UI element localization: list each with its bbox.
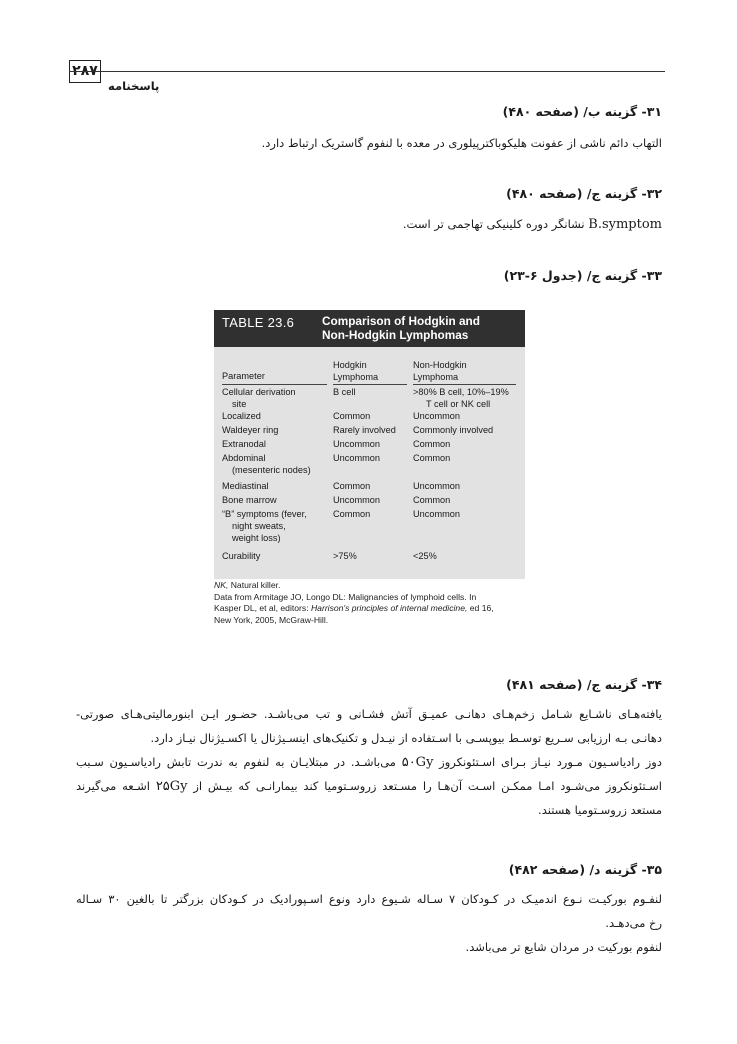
source-line [214,603,544,615]
question-35-answer [76,887,662,959]
footnote-abbr: NK, [214,580,229,590]
answer-line: دهانـی بـه ارزیابی سـریع توسـط بیوپسـی با اسـتفاده از نیـدل و تکنیک‌های اینسـیژنال یا اکسـیژنال نیـاز دارد. [150,731,662,745]
running-header-title: پاسخنامه [108,79,160,93]
table-row [214,453,525,481]
footnote-text: Natural killer. [228,580,281,590]
table-column-headers [214,347,525,387]
cell-non-hodgkin [413,425,523,437]
cell-hodgkin [333,551,413,563]
cell-line: Common [333,481,371,491]
source-line: New York, 2005, McGraw-Hill. [214,614,329,625]
question-31-heading: ۳۱- گزینه ب/ (صفحه ۴۸۰) [502,104,662,119]
table-row [214,439,525,453]
cell-line: >75% [333,551,357,561]
table-footnotes [214,580,544,626]
cell-line: Common [413,439,451,449]
page-number: ۲۸۷ [69,60,101,83]
cell-line: Uncommon [413,509,460,519]
answer-line [76,774,662,798]
source-text: ed 16, [467,603,494,614]
dose-value: ۵۰Gy [401,755,434,770]
cell-line: Common [413,453,451,463]
cell-non-hodgkin [413,495,523,507]
cell-hodgkin [333,411,413,423]
cell-non-hodgkin [413,411,523,423]
column-rule [333,384,407,385]
column-header-line: Non-Hodgkin [413,360,467,370]
cell-line: Localized [222,411,261,421]
cell-parameter [222,411,332,423]
answer-text: اشـعه می‌گیرند [76,779,156,793]
question-34-answer [76,702,662,822]
cell-hodgkin [333,453,413,465]
answer-line: رخ می‌دهـد. [605,916,662,930]
cell-line: Curability [222,551,261,561]
table-row [214,495,525,509]
question-33-heading: ۳۳- گزینه ج/ (جدول ۶-۲۳) [503,268,662,283]
column-header-parameter: Parameter [222,371,265,381]
cell-line: Uncommon [333,495,380,505]
cell-parameter [222,453,332,477]
cell-line: Rarely involved [333,425,396,435]
cell-line: >80% B cell, 10%–19% [413,387,509,397]
source-book-title: Harrison's principles of internal medicine, [310,603,468,614]
table-body [214,387,525,565]
table-number: TABLE 23.6 [222,315,295,330]
table-row [214,425,525,439]
answer-line: مستعد زروسـتومیا هستند. [538,803,662,817]
cell-non-hodgkin [413,551,523,563]
cell-non-hodgkin [413,509,523,521]
cell-line: site [232,398,247,409]
table-row [214,509,525,551]
answer-text: نشانگر دوره کلینیکی تهاجمی تر است. [402,217,589,231]
answer-line [76,212,662,236]
table-row [214,481,525,495]
cell-line: Common [333,411,371,421]
question-35-heading: ۳۵- گزینه د/ (صفحه ۴۸۲) [508,862,662,877]
cell-hodgkin [333,387,413,399]
cell-line: Uncommon [333,439,380,449]
cell-line: <25% [413,551,437,561]
answer-line: لنفـوم بورکیـت نـوع اندمیـک در کـودکان ۷ سـاله شـیوع دارد ونوع اسـپورادیک در کـودکان بزرگتر تا بالغین ۳۰ سـاله [76,892,662,906]
cell-line: (mesenteric nodes) [232,464,311,475]
cell-non-hodgkin [413,387,523,411]
cell-hodgkin [333,481,413,493]
column-rule [222,384,327,385]
cell-hodgkin [333,425,413,437]
cell-line: Mediastinal [222,481,269,491]
column-header-line: Hodgkin [333,360,367,370]
cell-parameter [222,551,332,563]
cell-hodgkin [333,509,413,521]
cell-hodgkin [333,495,413,507]
cell-line: Cellular derivation [222,387,296,397]
question-32-heading: ۳۲- گزینه ج/ (صفحه ۴۸۰) [506,186,662,201]
cell-non-hodgkin [413,453,523,465]
cell-parameter [222,439,332,451]
cell-line: Bone marrow [222,495,277,505]
table-title-bar [214,310,525,347]
question-32-answer [76,212,662,236]
question-31-answer [76,131,662,155]
cell-line: Commonly involved [413,425,494,435]
dose-value: ۲۵Gy [155,779,188,794]
table-row [214,387,525,411]
answer-line [76,750,662,774]
cell-non-hodgkin [413,481,523,493]
cell-line: Uncommon [333,453,380,463]
answer-text: دوز رادیاسـیون مـورد نیـاز بـرای اسـتئونکروز [433,755,662,769]
column-rule [413,384,516,385]
table-row [214,551,525,565]
cell-line: Uncommon [413,411,460,421]
table-row [214,411,525,425]
cell-line: Extranodal [222,439,266,449]
column-header-hodgkin [333,360,378,383]
cell-line: weight loss) [232,532,281,543]
answer-text: می‌باشـد. در مبتلایـان به لنفوم به ندرت تابش رادیاسـیون سـبب [76,755,402,769]
cell-hodgkin [333,439,413,451]
table-title-line: Comparison of Hodgkin and [322,314,480,328]
header-rule [69,71,665,72]
source-line: Data from Armitage JO, Longo DL: Malignancies of lymphoid cells. In [214,591,477,602]
cell-non-hodgkin [413,439,523,451]
cell-parameter [222,425,332,437]
answer-line: لنفوم بورکیت در مردان شایع تر می‌باشد. [465,940,662,954]
cell-parameter [222,387,332,411]
cell-line: Common [413,495,451,505]
b-symptom-term: B.symptom [588,217,662,232]
cell-parameter [222,509,332,544]
footnote-abbreviation [214,580,544,592]
table-title-line: Non-Hodgkin Lymphomas [322,327,469,342]
cell-line: T cell or NK cell [426,398,491,409]
column-header-non-hodgkin [413,360,467,383]
table-title [322,315,480,342]
cell-line: Abdominal [222,453,266,463]
answer-text: اسـتئونکروز می‌شـود امـا ممکـن اسـت آن‌هـا را مسـتعد زروسـتومیا کند بیمارانـی که بیـش از [187,779,663,793]
cell-line: Waldeyer ring [222,425,279,435]
source-text: Kasper DL, et al, editors: [214,603,311,614]
cell-line: B cell [333,387,356,397]
column-header-line: Lymphoma [333,371,379,382]
table-figure [214,310,525,579]
cell-line: Common [333,509,371,519]
cell-parameter [222,481,332,493]
question-34-heading: ۳۴- گزینه ج/ (صفحه ۴۸۱) [506,677,662,692]
answer-line: یافته‌هـای ناشـایع شـامل زخم‌هـای دهانـی عمیـق آتش فشـانی و تب می‌باشـد. حضـور ایـن ابنورمالیتی‌هـای صورتی- [76,707,662,721]
cell-parameter [222,495,332,507]
cell-line: Uncommon [413,481,460,491]
cell-line: “B” symptoms (fever, [222,509,307,519]
cell-line: night sweats, [232,520,286,531]
column-header-line: Lymphoma [413,371,459,382]
answer-line: التهاب دائم ناشی از عفونت هلیکوباکترپیلوری در معده با لنفوم گاستریک ارتباط دارد. [261,136,662,150]
